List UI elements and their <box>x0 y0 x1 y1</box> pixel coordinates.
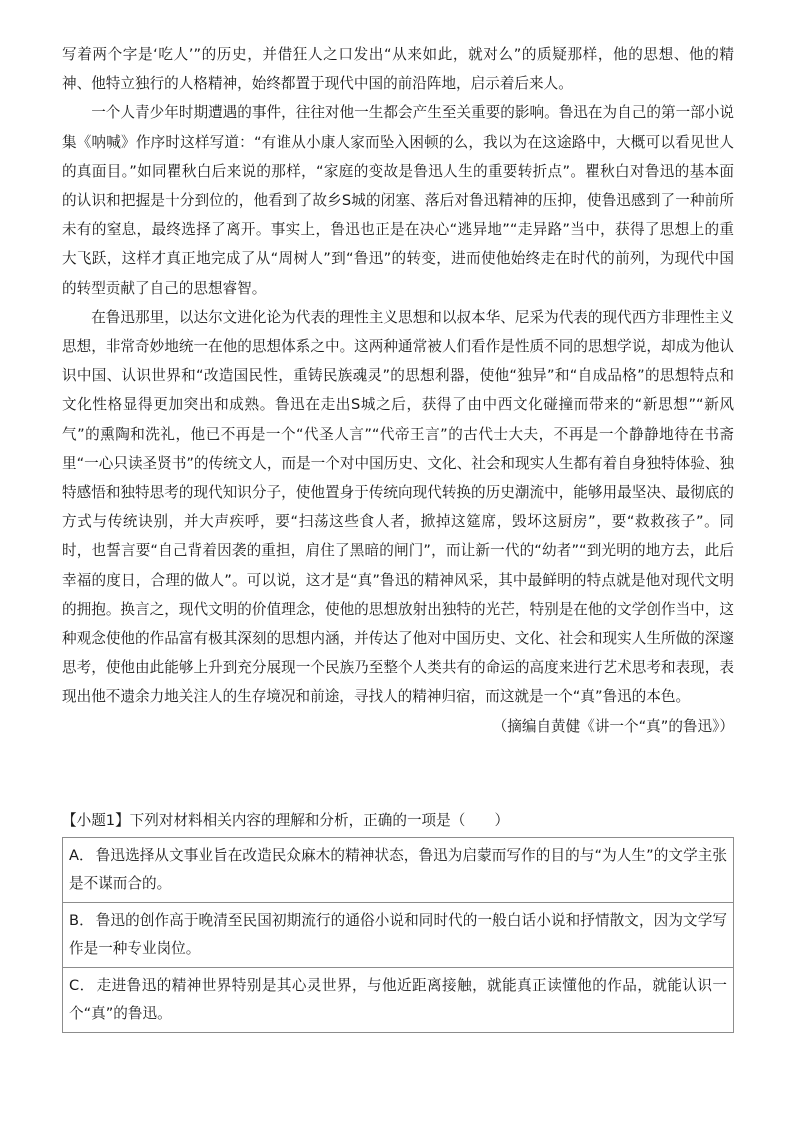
article-paragraph-3: 在鲁迅那里，以达尔文进化论为代表的理性主义思想和以叔本华、尼采为代表的现代西方非理性主义思想，非常奇妙地统一在他的思想体系之中。这两种通常被人们看作是性质不同的思想学说，却成为他认识中国、认识世界和“改造国民性，重铸民族魂灵”的思想利器，使他“独异”和“自成品格”的思想特点和文化性格显得更加突出和成熟。鲁迅在走出S城之后，获得了由中西文化碰撞而带来的“新思想”“新风气”的熏陶和洗礼，他已不再是一个“代圣人言”“代帝王言”的古代士大夫，不再是一个静静地待在书斋里“一心只读圣贤书”的传统文人，而是一个对中国历史、文化、社会和现实人生都有着自身独特体验、独特感悟和独特思考的现代知识分子，使他置身于传统向现代转换的历史潮流中，能够用最坚决、最彻底的方式与传统诀别，并大声疾呼，要“扫荡这些食人者，掀掉这筵席，毁坏这厨房”，要“救救孩子”。同时，也誓言要“自己背着因袭的重担，肩住了黑暗的闸门”，而让新一代的“幼者”“到光明的地方去，此后幸福的度日，合理的做人”。可以说，这才是“真”鲁迅的精神风采，其中最鲜明的特点就是他对现代文明的拥抱。换言之，现代文明的价值理念，使他的思想放射出独特的光芒，特别是在他的文学创作当中，这种观念使他的作品富有极其深刻的思想内涵，并传达了他对中国历史、文化、社会和现实人生所做的深邃思考，使他由此能够上升到充分展现一个民族乃至整个人类共有的命运的高度来进行艺术思考和表现，表现出他不遗余力地关注人的生存境况和前途，寻找人的精神归宿，而这就是一个“真”鲁迅的本色。 <box>62 308 734 706</box>
option-b-letter: B． <box>69 912 94 929</box>
article-source: （摘编自黄健《讲一个“真”的鲁迅》） <box>492 717 734 735</box>
article-body <box>62 40 734 741</box>
article-paragraph-2: 一个人青少年时期遭遇的事件，往往对他一生都会产生至关重要的影响。鲁迅在为自己的第一部小说集《呐喊》作序时这样写道：“有谁从小康人家而坠入困顿的么，我以为在这途路中，大概可以看见世人的真面目。”如同瞿秋白后来说的那样，“家庭的变故是鲁迅人生的重要转折点”。瞿秋白对鲁迅的基本面的认识和把握是十分到位的，他看到了故乡S城的闭塞、落后对鲁迅精神的压抑，使鲁迅感到了一种前所未有的窒息，最终选择了离开。事实上，鲁迅也正是在决心“逃异地”“走异路”当中，获得了思想上的重大飞跃，这样才真正地完成了从“周树人”到“鲁迅”的转变，进而使他始终走在时代的前列，为现代中国的转型贡献了自己的思想睿智。 <box>62 104 734 297</box>
option-a-text: 鲁迅选择从文事业旨在改造民众麻木的精神状态，鲁迅为启蒙而写作的目的与“为人生”的文学主张是不谋而合的。 <box>69 847 728 892</box>
option-b-text: 鲁迅的创作高于晚清至民国初期流行的通俗小说和同时代的一般白话小说和抒情散文，因为文学写作是一种专业岗位。 <box>69 912 727 957</box>
option-a[interactable] <box>63 838 733 903</box>
option-a-letter: A． <box>69 847 94 864</box>
option-c-text: 走进鲁迅的精神世界特别是其心灵世界，与他近距离接触，就能真正读懂他的作品，就能认识一个“真”的鲁迅。 <box>69 977 727 1022</box>
option-c[interactable] <box>63 968 733 1032</box>
question-block <box>62 809 734 1033</box>
question-stem: 【小题1】下列对材料相关内容的理解和分析，正确的一项是（ ） <box>62 812 510 829</box>
options-table <box>62 837 734 1033</box>
option-c-letter: C． <box>69 977 95 994</box>
option-b[interactable] <box>63 903 733 968</box>
article-paragraph-1: 写着两个字是‘吃人’”的历史，并借狂人之口发出“从来如此，就对么”的质疑那样，他的思想、他的精神、他特立独行的人格精神，始终都置于现代中国的前沿阵地，启示着后来人。 <box>62 46 734 93</box>
